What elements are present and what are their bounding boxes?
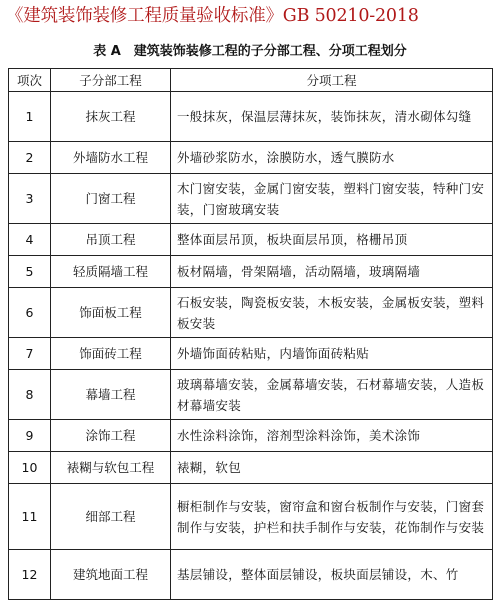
header-sub-division: 子分部工程 <box>51 69 171 92</box>
table-row <box>9 452 493 484</box>
table <box>8 68 493 600</box>
row-items: 水性涂料涂饰，溶剂型涂料涂饰，美术涂饰 <box>171 420 493 452</box>
row-items: 裱糊，软包 <box>171 452 493 484</box>
row-sub-division: 饰面板工程 <box>51 288 171 338</box>
table-row <box>9 550 493 600</box>
header-items: 分项工程 <box>171 69 493 92</box>
row-no: 8 <box>9 370 51 420</box>
row-items: 石板安装，陶瓷板安装，木板安装，金属板安装，塑料板安装 <box>171 288 493 338</box>
table-row <box>9 92 493 142</box>
row-no: 6 <box>9 288 51 338</box>
row-sub-division: 建筑地面工程 <box>51 550 171 600</box>
row-no: 3 <box>9 174 51 224</box>
row-items: 木门窗安装，金属门窗安装，塑料门窗安装，特种门安装，门窗玻璃安装 <box>171 174 493 224</box>
table-header-row <box>9 69 493 92</box>
row-items: 外墙砂浆防水，涂膜防水，透气膜防水 <box>171 142 493 174</box>
table-row <box>9 142 493 174</box>
division-table <box>8 68 492 600</box>
table-row <box>9 420 493 452</box>
table-caption: 表 A 建筑装饰装修工程的子分部工程、分项工程划分 <box>93 44 407 59</box>
row-items: 板材隔墙，骨架隔墙，活动隔墙，玻璃隔墙 <box>171 256 493 288</box>
table-row <box>9 338 493 370</box>
row-sub-division: 涂饰工程 <box>51 420 171 452</box>
row-sub-division: 饰面砖工程 <box>51 338 171 370</box>
document-title: 《建筑装饰装修工程质量验收标准》GB 50210-2018 <box>6 6 419 26</box>
row-items: 外墙饰面砖粘贴，内墙饰面砖粘贴 <box>171 338 493 370</box>
row-no: 5 <box>9 256 51 288</box>
row-items: 基层铺设，整体面层铺设，板块面层铺设，木、竹 <box>171 550 493 600</box>
row-items: 一般抹灰，保温层薄抹灰，装饰抹灰，清水砌体勾缝 <box>171 92 493 142</box>
row-sub-division: 抹灰工程 <box>51 92 171 142</box>
row-no: 12 <box>9 550 51 600</box>
row-sub-division: 裱糊与软包工程 <box>51 452 171 484</box>
row-no: 4 <box>9 224 51 256</box>
row-sub-division: 细部工程 <box>51 484 171 550</box>
row-sub-division: 门窗工程 <box>51 174 171 224</box>
table-row <box>9 256 493 288</box>
row-items: 橱柜制作与安装，窗帘盒和窗台板制作与安装，门窗套制作与安装，护栏和扶手制作与安装，花饰制作与安装 <box>171 484 493 550</box>
table-row <box>9 174 493 224</box>
row-items: 玻璃幕墙安装，金属幕墙安装，石材幕墙安装，人造板材幕墙安装 <box>171 370 493 420</box>
row-no: 1 <box>9 92 51 142</box>
row-items: 整体面层吊顶，板块面层吊顶，格栅吊顶 <box>171 224 493 256</box>
row-sub-division: 外墙防水工程 <box>51 142 171 174</box>
row-no: 11 <box>9 484 51 550</box>
header-no: 项次 <box>9 69 51 92</box>
row-no: 9 <box>9 420 51 452</box>
row-sub-division: 轻质隔墙工程 <box>51 256 171 288</box>
table-row <box>9 484 493 550</box>
row-sub-division: 吊顶工程 <box>51 224 171 256</box>
table-row <box>9 224 493 256</box>
row-no: 2 <box>9 142 51 174</box>
table-row <box>9 370 493 420</box>
table-row <box>9 288 493 338</box>
row-no: 7 <box>9 338 51 370</box>
row-sub-division: 幕墙工程 <box>51 370 171 420</box>
row-no: 10 <box>9 452 51 484</box>
